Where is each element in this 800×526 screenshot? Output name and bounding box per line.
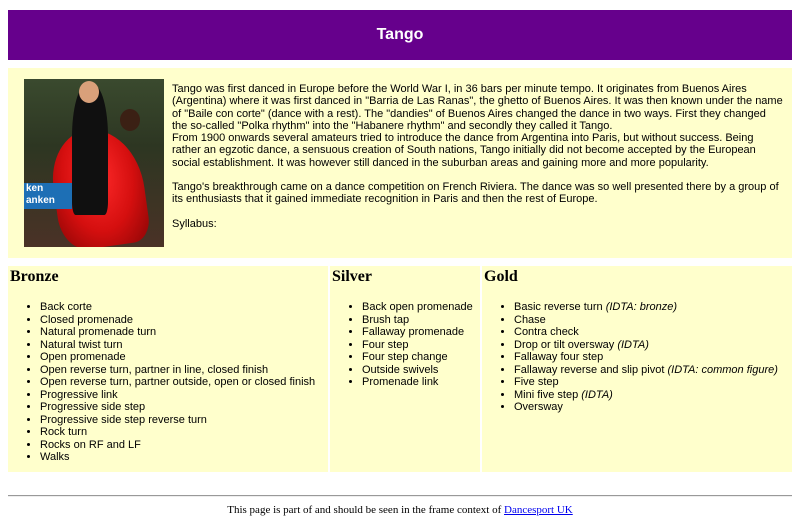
silver-heading: Silver <box>332 268 372 285</box>
bronze-figure-item: • Natural promenade turn <box>40 326 315 339</box>
gold-figure-item <box>514 326 778 339</box>
intro-text <box>172 83 784 230</box>
bronze-figure-item: • Walks <box>40 451 315 464</box>
bronze-figure-item: • Natural twist turn <box>40 339 315 352</box>
gold-figure-item <box>514 389 778 402</box>
bronze-figure-item: • Progressive side step reverse turn <box>40 414 315 427</box>
gold-figure-name: Five step <box>514 376 559 388</box>
footer <box>0 504 800 516</box>
silver-figure-item: • Brush tap <box>362 314 473 327</box>
bronze-column <box>8 266 328 472</box>
gold-figure-name: Mini five step <box>514 388 582 401</box>
gold-column <box>482 266 792 472</box>
silver-figure-item: • Back open promenade <box>362 301 473 314</box>
silver-list <box>362 301 473 389</box>
bronze-list <box>40 301 315 464</box>
gold-figure-item <box>514 401 778 414</box>
gold-list <box>514 301 778 414</box>
bronze-figure-item: • Rocks on RF and LF <box>40 439 315 452</box>
silver-figure-item: • Four step <box>362 339 473 352</box>
silver-figure-item: • Promenade link <box>362 376 473 389</box>
bronze-figure-item: • Closed promenade <box>40 314 315 327</box>
gold-figure-item <box>514 314 778 327</box>
gold-figure-note: (IDTA: common figure) <box>667 363 778 376</box>
gold-figure-name: Basic reverse turn <box>514 301 606 313</box>
dancesport-uk-link[interactable]: Dancesport UK <box>504 504 573 516</box>
page-title-bar <box>8 10 792 60</box>
gold-figure-item <box>514 301 778 314</box>
gold-figure-note: (IDTA) <box>581 388 613 401</box>
silver-column <box>330 266 480 472</box>
gold-figure-note: (IDTA: bronze) <box>605 301 678 313</box>
silver-figure-item: • Four step change <box>362 351 473 364</box>
gold-figure-item <box>514 339 778 352</box>
bronze-figure-item: • Progressive side step <box>40 401 315 414</box>
gold-figure-name: Contra check <box>514 326 579 338</box>
photo-head-woman <box>120 109 140 131</box>
gold-figure-name: Fallaway four step <box>514 351 604 363</box>
bronze-figure-item: • Open reverse turn, partner outside, open or closed finish <box>40 376 315 389</box>
bronze-figure-item: • Back corte <box>40 301 315 314</box>
gold-figure-name: Oversway <box>514 401 563 413</box>
bronze-heading: Bronze <box>10 268 59 285</box>
footer-divider <box>8 495 792 497</box>
gold-figure-name: Chase <box>514 313 546 326</box>
footer-text: This page is part of and should be seen in the frame context of <box>227 504 505 516</box>
gold-figure-item <box>514 364 778 377</box>
photo-partner <box>72 85 108 215</box>
bronze-figure-item: • Rock turn <box>40 426 315 439</box>
bronze-figure-item: • Progressive link <box>40 389 315 402</box>
silver-figure-item: • Fallaway promenade <box>362 326 473 339</box>
tango-dancers-photo <box>24 79 164 247</box>
intro-paragraph-1: Tango was first danced in Europe before the World War I, in 36 bars per minute tempo. It originates from Buenos Aires (Argentina) where it was first danced in "Barria de Las Ranas", the ghetto of Buenos Aires. It was then known under the name of "Baile con corte" (dance with a rest). The "dandies" of Buenos Aires changed the dance in two ways. First they changed the so-called "Polka rhythm" into the "Habanere rhythm" and secondly they called it Tango. <box>172 83 783 132</box>
gold-figure-item <box>514 376 778 389</box>
gold-heading: Gold <box>484 268 518 285</box>
gold-figure-item <box>514 351 778 364</box>
page-title: Tango <box>376 26 424 43</box>
gold-figure-note: (IDTA) <box>617 338 649 351</box>
photo-banner-text: ken anken <box>24 183 72 209</box>
bronze-figure-item: • Open promenade <box>40 351 315 364</box>
intro-paragraph-2: From 1900 onwards several amateurs tried to introduce the dance from Argentina into Paris, but without success. Being rather an egzotic dance, a sensuous creation of South nations, Tango initially did not become accepted by the European social establishment. It was however still danced in the suburban areas and gaining more and more popularity. <box>172 132 756 169</box>
bronze-figure-item: • Open reverse turn, partner in line, closed finish <box>40 364 315 377</box>
gold-figure-name: Drop or tilt oversway <box>514 338 618 351</box>
syllabus-label: Syllabus: <box>172 217 217 230</box>
intro-paragraph-3: Tango's breakthrough came on a dance competition on French Riviera. The dance was so well presented there by a group of its enthusiasts that it gained immediate recognition in Paris and then the rest of Europe. <box>172 181 779 206</box>
silver-figure-item: • Outside swivels <box>362 364 473 377</box>
photo-head-man <box>79 81 99 103</box>
gold-figure-name: Fallaway reverse and slip pivot <box>514 363 668 376</box>
intro-panel <box>8 68 792 258</box>
